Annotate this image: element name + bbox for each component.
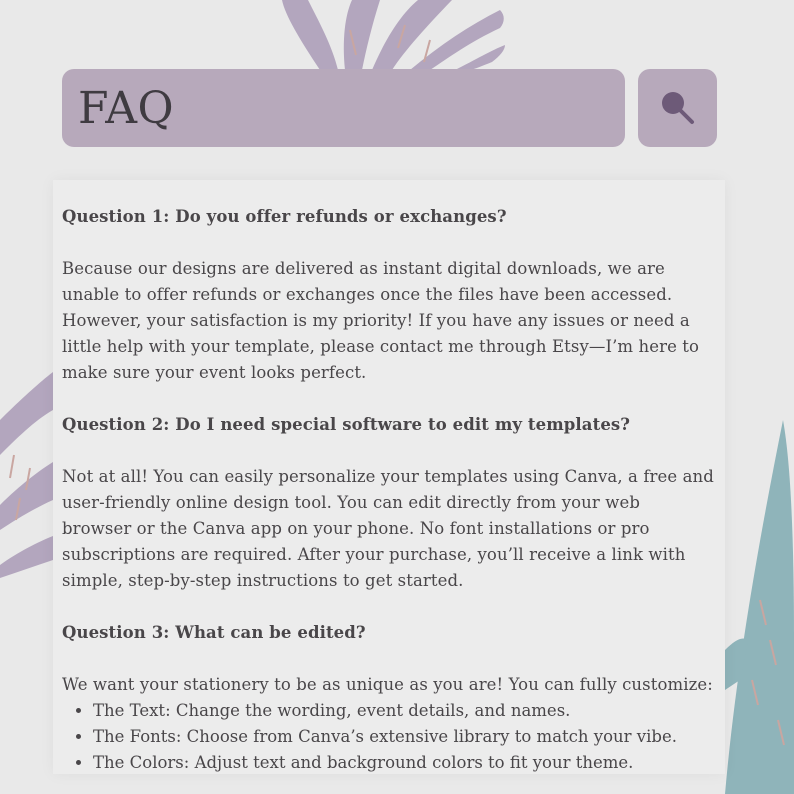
search-button[interactable]: [638, 69, 717, 147]
search-bar[interactable]: [62, 69, 625, 147]
feature-list: [62, 698, 725, 774]
faq-answer-line: browser or the Canva app on your phone. No font installations or pro: [62, 519, 650, 538]
faq-answer-line: little help with your template, please contact me through Etsy—I’m here to: [62, 337, 700, 356]
faq-answer-line: subscriptions are required. After your purchase, you’ll receive a link with: [62, 545, 686, 564]
faq-answer-line: simple, step-by-step instructions to get started.: [62, 571, 464, 590]
faq-panel: [53, 180, 725, 774]
search-title: FAQ: [78, 82, 175, 134]
faq-answer-line: make sure your event looks perfect.: [62, 363, 367, 382]
faq-question-3: Question 3: What can be edited?: [62, 623, 366, 642]
faq-question-2: Question 2: Do I need special software to edit my templates?: [62, 415, 631, 434]
faq-answer-line: unable to offer refunds or exchanges once the files have been accessed.: [62, 285, 673, 304]
faq-answer-line: Because our designs are delivered as instant digital downloads, we are: [62, 259, 665, 278]
faq-answer-line: user-friendly online design tool. You can edit directly from your web: [62, 493, 640, 512]
faq-answer-line: However, your satisfaction is my priority! If you have any issues or need a: [62, 311, 690, 330]
faq-answer-line: We want your stationery to be as unique as you are! You can fully customize:: [62, 675, 713, 694]
faq-answer-line: Not at all! You can easily personalize your templates using Canva, a free and: [62, 467, 714, 486]
list-item: • The Text: Change the wording, event details, and names.: [93, 698, 725, 724]
magnifier-icon: [658, 88, 698, 128]
faq-question-1: Question 1: Do you offer refunds or exchanges?: [62, 207, 507, 226]
list-item: • The Fonts: Choose from Canva’s extensive library to match your vibe.: [93, 724, 725, 750]
list-item: • The Colors: Adjust text and background colors to fit your theme.: [93, 750, 725, 774]
